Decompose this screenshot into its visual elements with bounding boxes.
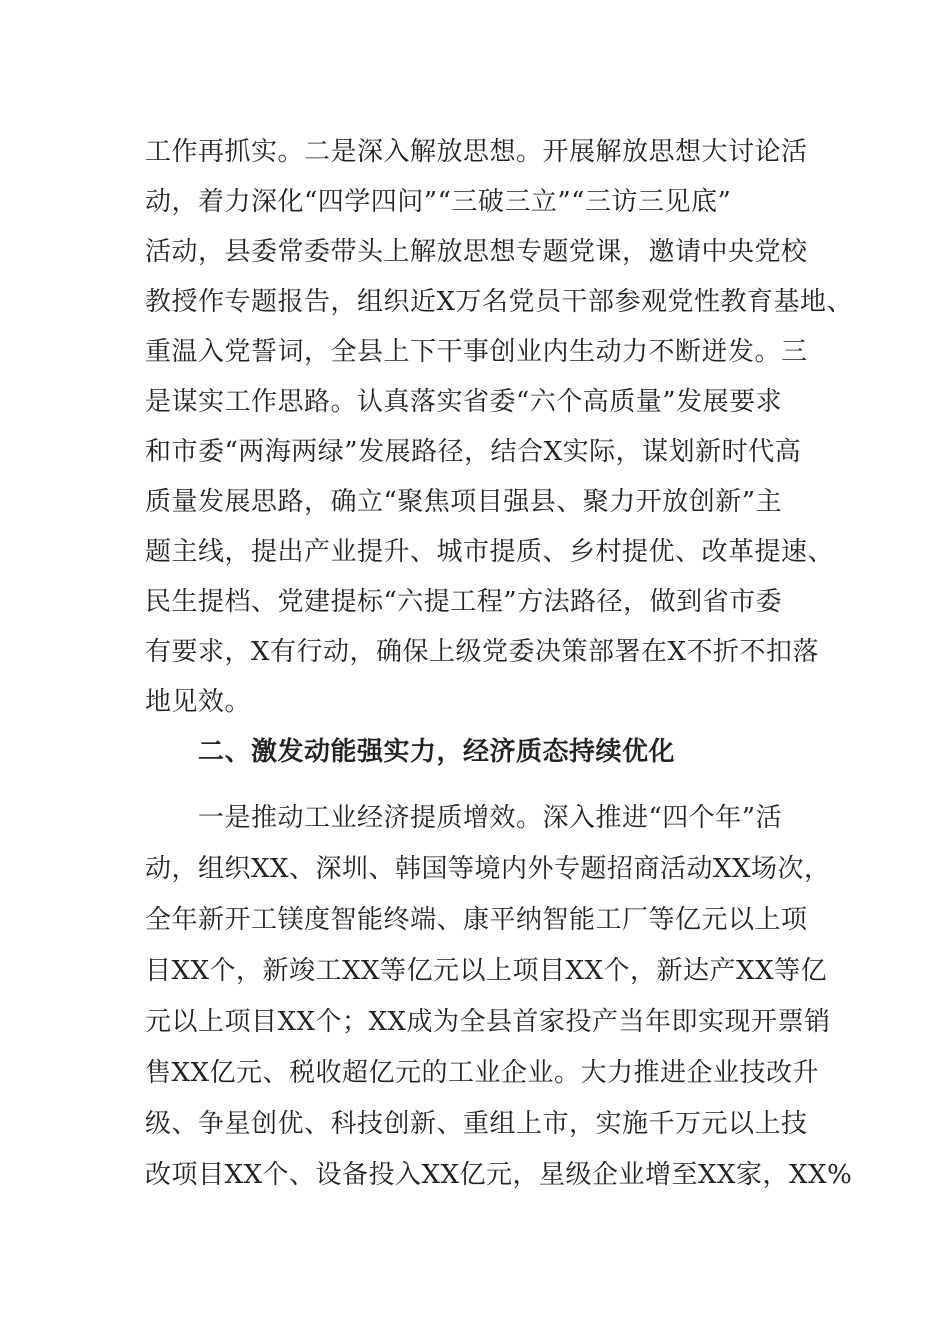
paragraph-line: 教授作专题报告，组织近X万名党员干部参观党性教育基地、 bbox=[145, 287, 854, 317]
paragraph-line: 有要求，X有行动，确保上级党委决策部署在X不折不扣落 bbox=[145, 637, 820, 667]
paragraph-line: 题主线，提出产业提升、城市提质、乡村提优、改革提速、 bbox=[145, 537, 835, 567]
paragraph-line: 售XX亿元、税收超亿元的工业企业。大力推进企业技改升 bbox=[145, 1058, 820, 1088]
paragraph-line: 质量发展思路，确立“聚焦项目强县、聚力开放创新”主 bbox=[145, 487, 783, 517]
paragraph-line: 是谋实工作思路。认真落实省委“六个高质量”发展要求 bbox=[145, 387, 783, 417]
paragraph-line: 民生提档、党建提标“六提工程”方法路径，做到省市委 bbox=[145, 587, 783, 617]
paragraph-line: 重温入党誓词，全县上下干事创业内生动力不断迸发。三 bbox=[145, 337, 808, 367]
paragraph-line: 和市委“两海两绿”发展路径，结合X实际，谋划新时代高 bbox=[145, 437, 802, 467]
paragraph-line: 动，组织XX、深圳、韩国等境内外专题招商活动XX场次， bbox=[145, 854, 831, 884]
paragraph-line: 一是推动工业经济提质增效。深入推进“四个年”活 bbox=[198, 803, 783, 833]
paragraph-line: 元以上项目XX个；XX成为全县首家投产当年即实现开票销 bbox=[145, 1007, 831, 1037]
paragraph-line: 工作再抓实。二是深入解放思想。开展解放思想大讨论活 bbox=[145, 137, 808, 167]
section-heading: 二、激发动能强实力，经济质态持续优化 bbox=[198, 737, 676, 767]
paragraph-line: 改项目XX个、设备投入XX亿元，星级企业增至XX家，XX% bbox=[145, 1160, 853, 1190]
paragraph-line: 活动，县委常委带头上解放思想专题党课，邀请中央党校 bbox=[145, 237, 808, 267]
paragraph-line: 级、争星创优、科技创新、重组上市，实施千万元以上技 bbox=[145, 1109, 808, 1139]
paragraph-line: 动，着力深化“四学四问”“三破三立”“三访三见底” bbox=[145, 187, 732, 217]
paragraph-line: 全年新开工镁度智能终端、康平纳智能工厂等亿元以上项 bbox=[145, 905, 808, 935]
paragraph-line: 目XX个，新竣工XX等亿元以上项目XX个，新达产XX等亿 bbox=[145, 956, 828, 986]
paragraph-line: 地见效。 bbox=[145, 687, 252, 717]
